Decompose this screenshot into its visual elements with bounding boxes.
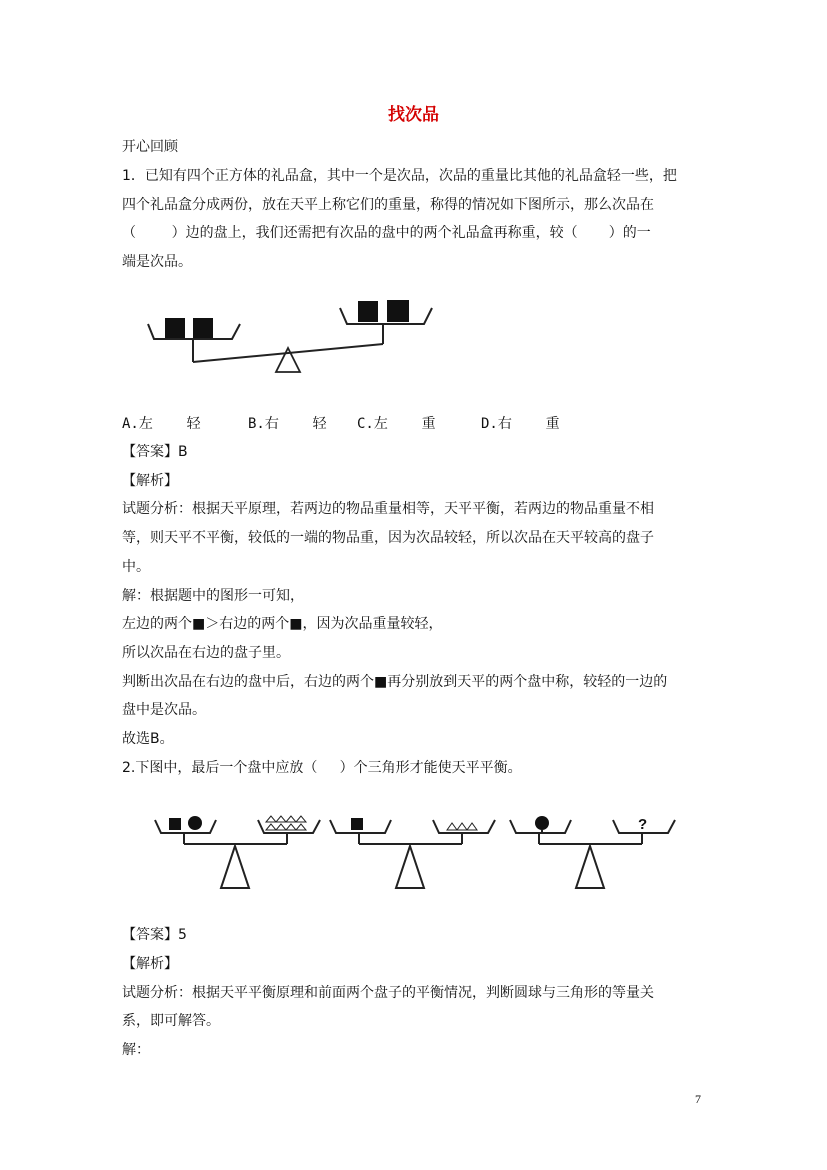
q1-text-line: 1．已知有四个正方体的礼品盒，其中一个是次品，次品的重量比其他的礼品盒轻一些，把: [122, 168, 677, 184]
q1-analysis-line: 试题分析：根据天平原理，若两边的物品重量相等，天平平衡，若两边的物品重量不相: [122, 501, 654, 517]
q2-analysis-heading: 【解析】: [122, 956, 178, 972]
q2-analysis-line: 试题分析：根据天平平衡原理和前面两个盘子的平衡情况，判断圆球与三角形的等量关: [122, 985, 654, 1001]
option-d: D.右 重: [481, 416, 560, 432]
q1-solution-line: 解：根据题中的图形一可知，: [122, 588, 304, 604]
section-heading: 开心回顾: [122, 139, 178, 155]
q1-text-line: 四个礼品盒分成两份，放在天平上称它们的重量，称得的情况如下图所示，那么次品在: [122, 197, 654, 213]
q1-solution-line: 判断出次品在右边的盘中后，右边的两个■再分别放到天平的两个盘中称，较轻的一边的: [122, 674, 668, 690]
q2-balances-figure: [150, 800, 690, 895]
question-mark: ?: [638, 816, 648, 833]
page-title: 找次品: [388, 105, 439, 125]
q1-text-line: 端是次品。: [122, 254, 192, 270]
page-number: 7: [695, 1092, 701, 1106]
q1-analysis-line: 等，则天平不平衡，较低的一端的物品重，因为次品较轻，所以次品在天平较高的盘子: [122, 530, 654, 546]
q1-solution-line: 故选B。: [122, 731, 174, 747]
q2-analysis-line: 系，即可解答。: [122, 1013, 220, 1029]
q2-answer: 【答案】5: [122, 927, 187, 943]
q1-text-line: （ ）边的盘上，我们还需把有次品的盘中的两个礼品盒再称重，较（ ）的一: [122, 225, 651, 241]
q1-analysis-line: 中。: [122, 559, 150, 575]
q2-solution-line: 解：: [122, 1042, 150, 1058]
q2-text-line: 2.下图中，最后一个盘中应放（ ）个三角形才能使天平平衡。: [122, 760, 522, 776]
option-b: B.右 轻: [248, 416, 327, 432]
q1-solution-line: 所以次品在右边的盘子里。: [122, 645, 290, 661]
q1-solution-line: 左边的两个■＞右边的两个■，因为次品重量较轻，: [122, 616, 443, 632]
option-c: C.左 重: [357, 416, 436, 432]
q1-answer: 【答案】B: [122, 444, 188, 460]
q1-solution-line: 盘中是次品。: [122, 702, 206, 718]
q1-analysis-heading: 【解析】: [122, 473, 178, 489]
q1-balance-figure: [140, 290, 445, 380]
option-a: A.左 轻: [122, 416, 201, 432]
